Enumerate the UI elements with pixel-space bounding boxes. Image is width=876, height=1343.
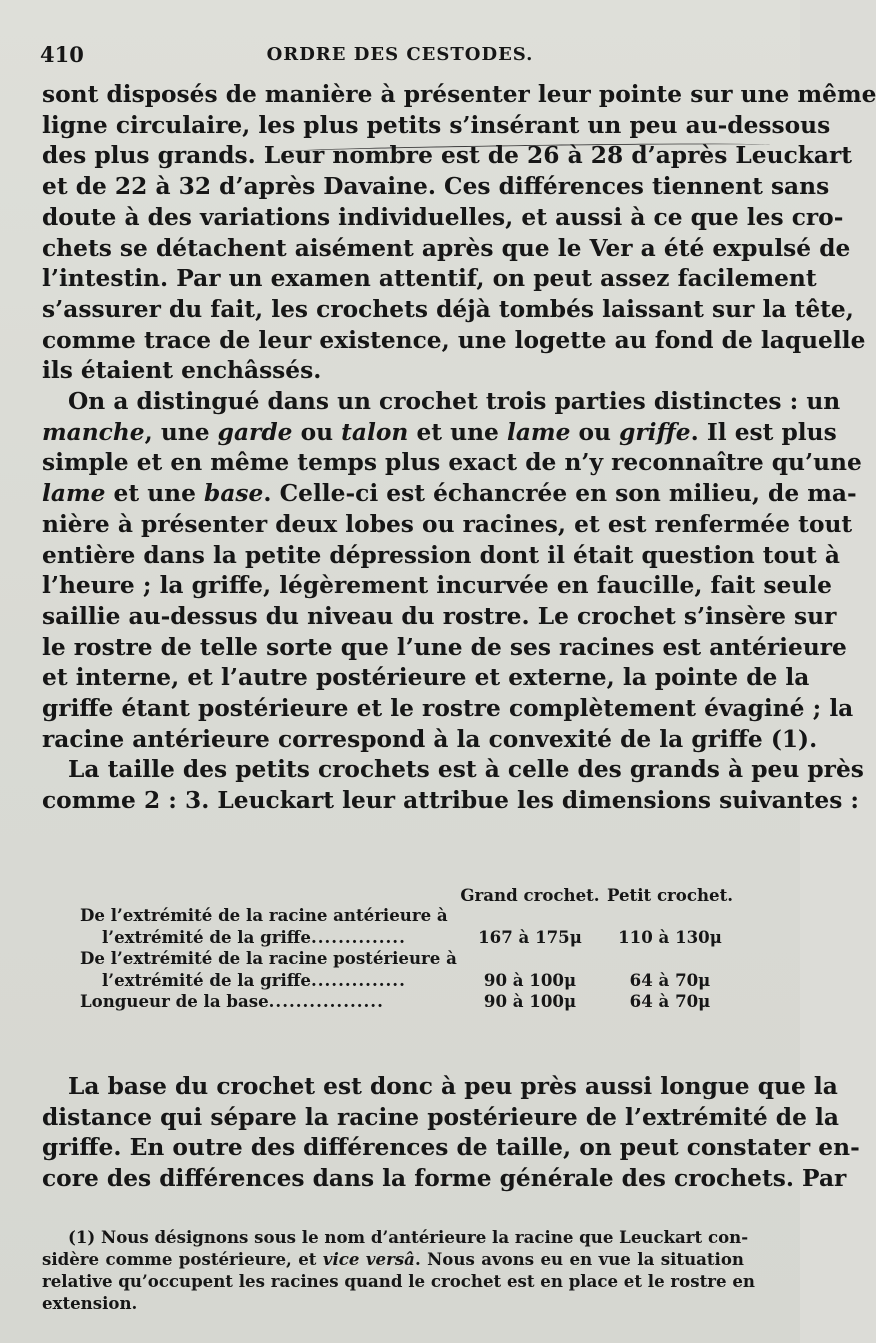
page-number: 410 <box>40 42 84 67</box>
paragraph-3 <box>42 755 864 816</box>
term-vice-versa: vice versâ <box>322 1249 415 1269</box>
table-row <box>80 948 740 970</box>
row-label-continuation <box>80 970 460 992</box>
table-cell-empty <box>460 905 600 927</box>
running-title: ORDRE DES CESTODES. <box>266 44 534 65</box>
paragraph-2 <box>42 387 862 755</box>
text-run: sidère comme postérieure, et <box>42 1249 323 1269</box>
text-line: comme trace de leur existence, une logette au fond de laquelle <box>42 326 866 354</box>
text-line: nière à présenter deux lobes ou racines, et est renfermée tout <box>42 510 853 538</box>
text-line: l’heure ; la griffe, légèrement incurvée en faucille, fait seule <box>42 572 832 600</box>
table-row <box>80 927 740 949</box>
page-header <box>40 34 760 74</box>
measurements-table <box>80 885 740 1013</box>
row-label-text: l’extrémité de la griffe <box>102 926 311 947</box>
text-line: simple et en même temps plus exact de n’y reconnaître qu’une <box>42 449 862 477</box>
text-line: core des différences dans la forme générale des crochets. Par <box>42 1165 847 1193</box>
text-line: griffe étant postérieure et le rostre complètement évaginé ; la <box>42 695 854 723</box>
text-line: et interne, et l’autre postérieure et externe, la pointe de la <box>42 664 810 692</box>
value-large: 90 à 100μ <box>483 991 577 1011</box>
text-line: racine antérieure correspond à la convexité de la griffe (1). <box>42 725 818 753</box>
text-line: sont disposés de manière à présenter leur pointe sur une même <box>42 81 876 108</box>
table-row <box>80 970 740 992</box>
text-line: ligne circulaire, les plus petits s’insérant un peu au-dessous <box>42 111 831 139</box>
row-label: De l’extrémité de la racine antérieure à <box>80 905 448 925</box>
text-run: . Celle-ci est échancrée en son milieu, de ma- <box>263 480 857 508</box>
footnote-line <box>42 1248 744 1270</box>
table-row <box>80 991 740 1013</box>
table-cell-empty <box>600 948 740 970</box>
term-manche: manche <box>42 418 145 446</box>
paragraph-1 <box>42 80 876 387</box>
text-line: l’intestin. Par un examen attentif, on peut assez facilement <box>42 265 817 293</box>
row-label-continuation <box>80 927 460 949</box>
table-header-row <box>80 885 740 905</box>
value-large: 90 à 100μ <box>483 969 577 990</box>
text-line: et de 22 à 32 d’après Davaine. Ces différences tiennent sans <box>42 173 830 201</box>
text-line <box>42 479 857 510</box>
leader-dots: ................. <box>268 991 384 1011</box>
text-line: ils étaient enchâssés. <box>42 357 322 385</box>
table-cell-empty <box>460 948 600 970</box>
text-line: griffe. En outre des différences de taille, on peut constater en- <box>42 1134 860 1162</box>
leader-dots: .............. <box>310 969 406 990</box>
row-label-text: l’extrémité de la griffe <box>102 969 311 990</box>
row-label-text: Longueur de la base <box>80 991 269 1011</box>
text-line: le rostre de telle sorte que l’une de ses racines est antérieure <box>42 633 847 661</box>
footnote-line: extension. <box>42 1293 138 1313</box>
value-small: 110 à 130μ <box>618 926 722 947</box>
text-line: saillie au-dessus du niveau du rostre. Le crochet s’insère sur <box>42 602 837 630</box>
text-line: des plus grands. Leur nombre est de 26 à 28 d’après Leuckart <box>42 142 853 170</box>
main-text <box>42 80 876 817</box>
footnote-line: relative qu’occupent les racines quand le crochet est en place et le rostre en <box>42 1271 755 1291</box>
text-line <box>42 418 837 449</box>
text-run: ou <box>292 418 342 446</box>
text-line: On a distingué dans un crochet trois parties distinctes : un <box>68 388 841 416</box>
column-header-large: Grand crochet. <box>460 885 600 905</box>
text-line: La taille des petits crochets est à celle des grands à peu près <box>68 756 864 784</box>
text-line: distance qui sépare la racine postérieure de l’extrémité de la <box>42 1103 839 1131</box>
term-talon: talon <box>341 418 409 446</box>
value-small: 64 à 70μ <box>629 969 711 990</box>
text-line: chets se détachent aisément après que le Ver a été expulsé de <box>42 234 851 262</box>
term-base: base <box>204 480 264 508</box>
text-line: comme 2 : 3. Leuckart leur attribue les dimensions suivantes : <box>42 787 860 815</box>
row-label <box>80 991 460 1013</box>
column-header-small: Petit crochet. <box>606 885 734 905</box>
term-griffe: griffe <box>619 418 691 446</box>
table-cell-empty <box>600 905 740 927</box>
value-small: 64 à 70μ <box>629 991 711 1011</box>
text-run: et une <box>105 480 205 508</box>
term-lame: lame <box>506 418 571 446</box>
term-garde: garde <box>217 418 293 446</box>
row-label: De l’extrémité de la racine postérieure à <box>80 948 457 968</box>
paragraph-4 <box>42 1072 860 1195</box>
table-corner <box>80 885 460 905</box>
leader-dots: .............. <box>310 926 406 947</box>
footnote-line: (1) Nous désignons sous le nom d’antérieure la racine que Leuckart con- <box>68 1227 749 1247</box>
text-line: s’assurer du fait, les crochets déjà tombés laissant sur la tête, <box>42 295 854 323</box>
text-run: . Il est plus <box>690 418 837 446</box>
term-lame: lame <box>42 480 106 508</box>
value-large: 167 à 175μ <box>478 926 582 947</box>
text-run: , une <box>144 418 218 446</box>
text-line: doute à des variations individuelles, et aussi à ce que les cro- <box>42 203 844 231</box>
text-run: . Nous avons eu en vue la situation <box>414 1249 744 1269</box>
table-row <box>80 905 740 927</box>
footnote <box>42 1226 755 1314</box>
text-line: entière dans la petite dépression dont il était question tout à <box>42 541 841 569</box>
text-line: La base du crochet est donc à peu près aussi longue que la <box>68 1073 838 1100</box>
text-run: et une <box>408 418 507 446</box>
text-run: ou <box>570 418 620 446</box>
